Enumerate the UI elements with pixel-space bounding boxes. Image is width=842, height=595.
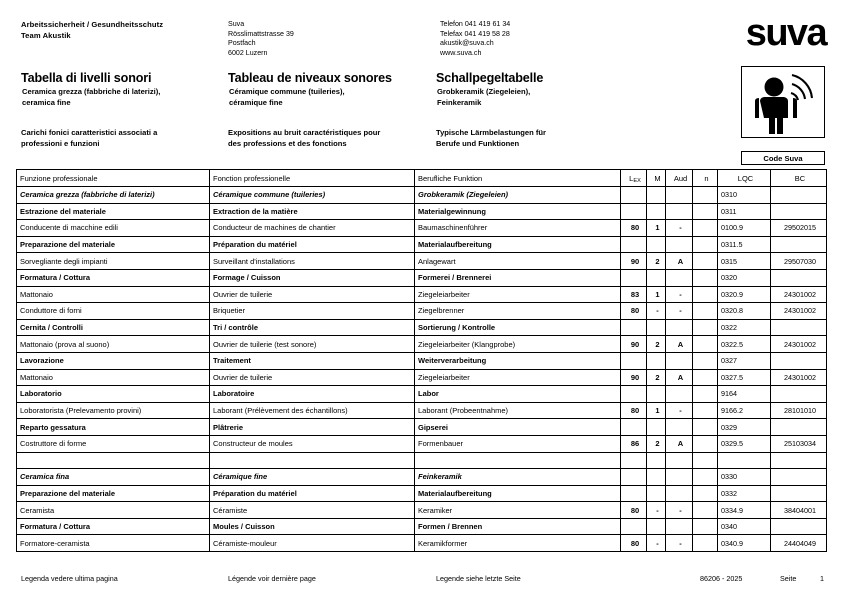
cell-aud: - — [666, 303, 693, 320]
cell-bc: 24301002 — [771, 286, 827, 303]
description-german-line-2: Berufe und Funktionen — [436, 138, 520, 148]
cell-french: Constructeur de moules — [210, 435, 415, 452]
table-row — [17, 236, 827, 253]
cell-bc: 25103034 — [771, 435, 827, 452]
table-row — [17, 518, 827, 535]
cell-german: Labor — [415, 386, 621, 403]
cell-italian: Preparazione del materiale — [17, 485, 210, 502]
cell-italian: Mattonaio — [17, 286, 210, 303]
cell-lex — [621, 452, 647, 469]
cell-m — [647, 203, 666, 220]
cell-german: Ziegeleiarbeiter — [415, 369, 621, 386]
cell-lex — [621, 352, 647, 369]
cell-m — [647, 518, 666, 535]
cell-n — [693, 352, 718, 369]
cell-french: Traitement — [210, 352, 415, 369]
cell-bc — [771, 469, 827, 486]
cell-m — [647, 485, 666, 502]
cell-n — [693, 269, 718, 286]
title-block-italian — [21, 70, 226, 108]
cell-lex — [621, 319, 647, 336]
cell-french: Préparation du matériel — [210, 485, 415, 502]
cell-french: Ouvrier de tuilerie (test sonore) — [210, 336, 415, 353]
cell-german: Sortierung / Kontrolle — [415, 319, 621, 336]
cell-german: Weiterverarbeitung — [415, 352, 621, 369]
cell-german: Grobkeramik (Ziegeleien) — [415, 187, 621, 204]
cell-bc: 28101010 — [771, 402, 827, 419]
cell-n — [693, 485, 718, 502]
cell-french: Conducteur de machines de chantier — [210, 220, 415, 237]
table-row — [17, 269, 827, 286]
cell-m — [647, 319, 666, 336]
cell-german: Formerei / Brennerei — [415, 269, 621, 286]
column-header-aud: Aud — [666, 170, 693, 187]
address-line-3: Postfach — [228, 39, 256, 48]
cell-french: Ouvrier de tuilerie — [210, 369, 415, 386]
cell-n — [693, 452, 718, 469]
cell-italian: Sorvegliante degli impianti — [17, 253, 210, 270]
cell-lex: 80 — [621, 402, 647, 419]
cell-bc — [771, 236, 827, 253]
cell-italian: Costruttore di forme — [17, 435, 210, 452]
cell-n — [693, 286, 718, 303]
subtitle-german-line-1: Grobkeramik (Ziegeleien), — [437, 87, 531, 96]
cell-lqc: 0329 — [718, 419, 771, 436]
cell-n — [693, 187, 718, 204]
company-address — [228, 20, 294, 58]
cell-lqc: 0320.8 — [718, 303, 771, 320]
cell-lqc — [718, 452, 771, 469]
cell-bc — [771, 452, 827, 469]
cell-bc — [771, 419, 827, 436]
cell-lqc: 0327.5 — [718, 369, 771, 386]
table-row — [17, 286, 827, 303]
cell-aud — [666, 236, 693, 253]
cell-german: Gipserei — [415, 419, 621, 436]
cell-aud — [666, 518, 693, 535]
cell-m — [647, 452, 666, 469]
cell-lex: 80 — [621, 535, 647, 552]
cell-italian: Ceramica fina — [17, 469, 210, 486]
column-header-lex: $L_{EX}$ — [621, 170, 647, 187]
cell-n — [693, 402, 718, 419]
cell-n — [693, 419, 718, 436]
cell-lex: 90 — [621, 336, 647, 353]
cell-german: Ziegeleiarbeiter (Klangprobe) — [415, 336, 621, 353]
cell-french: Céramiste — [210, 502, 415, 519]
subtitle-italian-line-1: Ceramica grezza (fabbriche di laterizi), — [22, 87, 161, 96]
title-french: Tableau de niveaux sonores — [228, 71, 392, 85]
cell-bc — [771, 269, 827, 286]
address-line-1: Suva — [228, 20, 245, 28]
cell-bc — [771, 187, 827, 204]
table-row — [17, 402, 827, 419]
cell-italian: Formatura / Cottura — [17, 518, 210, 535]
footer-legend-german: Legende siehe letzte Seite — [436, 574, 521, 583]
cell-m — [647, 236, 666, 253]
cell-n — [693, 220, 718, 237]
cell-m: 1 — [647, 220, 666, 237]
cell-italian: Lavorazione — [17, 352, 210, 369]
cell-german: Materialaufbereitung — [415, 236, 621, 253]
cell-n — [693, 303, 718, 320]
cell-lqc: 0334.9 — [718, 502, 771, 519]
address-line-4: 6002 Luzern — [228, 48, 268, 57]
cell-french: Extraction de la matière — [210, 203, 415, 220]
department-line-1: Arbeitssicherheit / Gesundheitsschutz — [21, 20, 164, 29]
cell-lqc: 0322 — [718, 319, 771, 336]
cell-german: Feinkeramik — [415, 469, 621, 486]
title-italian: Tabella di livelli sonori — [21, 71, 152, 85]
cell-lqc: 0311.5 — [718, 236, 771, 253]
cell-bc: 29502015 — [771, 220, 827, 237]
cell-m — [647, 419, 666, 436]
cell-italian: Formatore-ceramista — [17, 535, 210, 552]
cell-m: 2 — [647, 369, 666, 386]
column-header-italian: Funzione professionale — [17, 170, 210, 187]
cell-m: - — [647, 502, 666, 519]
table-row — [17, 336, 827, 353]
cell-lex — [621, 469, 647, 486]
cell-lex: 90 — [621, 369, 647, 386]
cell-lqc: 0340 — [718, 518, 771, 535]
description-french — [228, 128, 433, 149]
cell-aud — [666, 419, 693, 436]
table-row — [17, 220, 827, 237]
cell-german: Laborant (Probeentnahme) — [415, 402, 621, 419]
cell-bc — [771, 485, 827, 502]
cell-aud: A — [666, 369, 693, 386]
cell-n — [693, 369, 718, 386]
cell-n — [693, 203, 718, 220]
cell-aud: - — [666, 402, 693, 419]
table-row — [17, 419, 827, 436]
telefax-line: Telefax 041 419 58 28 — [440, 29, 510, 38]
cell-french: Ouvrier de tuilerie — [210, 286, 415, 303]
table-row — [17, 187, 827, 204]
cell-lex — [621, 203, 647, 220]
cell-aud — [666, 452, 693, 469]
cell-lex — [621, 187, 647, 204]
cell-italian — [17, 452, 210, 469]
noise-exposure-pictogram — [741, 66, 825, 138]
cell-italian: Reparto gessatura — [17, 419, 210, 436]
cell-german: Anlagewart — [415, 253, 621, 270]
cell-german — [415, 452, 621, 469]
cell-lex: 80 — [621, 220, 647, 237]
cell-aud — [666, 187, 693, 204]
cell-italian: Ceramista — [17, 502, 210, 519]
cell-bc — [771, 352, 827, 369]
table-row — [17, 452, 827, 469]
contact-details — [440, 20, 510, 58]
cell-german: Baumaschinenführer — [415, 220, 621, 237]
cell-bc — [771, 386, 827, 403]
cell-bc: 29507030 — [771, 253, 827, 270]
cell-lex: 80 — [621, 303, 647, 320]
cell-lex — [621, 485, 647, 502]
cell-lqc: 0322.5 — [718, 336, 771, 353]
cell-m: 2 — [647, 336, 666, 353]
cell-m: - — [647, 535, 666, 552]
column-header-french: Fonction professionelle — [210, 170, 415, 187]
cell-italian: Preparazione del materiale — [17, 236, 210, 253]
footer-legend-italian: Legenda vedere ultima pagina — [21, 574, 118, 583]
cell-german: Ziegelbrenner — [415, 303, 621, 320]
description-german — [436, 128, 641, 149]
cell-aud — [666, 469, 693, 486]
cell-lqc: 0332 — [718, 485, 771, 502]
cell-aud — [666, 203, 693, 220]
footer-document-number: 86206 - 2025 — [700, 574, 743, 583]
cell-n — [693, 502, 718, 519]
cell-m — [647, 386, 666, 403]
cell-italian: Loboratorista (Prelevamento provini) — [17, 402, 210, 419]
column-header-lqc: LQC — [718, 170, 771, 187]
person-with-sound-waves-icon — [742, 67, 824, 137]
cell-aud — [666, 485, 693, 502]
title-german: Schallpegeltabelle — [436, 71, 544, 85]
description-italian — [21, 128, 226, 149]
cell-lex — [621, 518, 647, 535]
description-italian-line-2: professioni e funzioni — [21, 138, 100, 148]
cell-lqc: 9164 — [718, 386, 771, 403]
cell-m — [647, 352, 666, 369]
cell-aud: A — [666, 435, 693, 452]
cell-m: 2 — [647, 435, 666, 452]
lex-subscript: EX — [633, 178, 641, 184]
table-row — [17, 502, 827, 519]
cell-italian: Estrazione del materiale — [17, 203, 210, 220]
table-row — [17, 253, 827, 270]
cell-french: Laborant (Prélèvement des échantillons) — [210, 402, 415, 419]
cell-n — [693, 535, 718, 552]
cell-lqc: 0327 — [718, 352, 771, 369]
cell-bc — [771, 203, 827, 220]
cell-aud — [666, 269, 693, 286]
cell-n — [693, 336, 718, 353]
cell-german: Formen / Brennen — [415, 518, 621, 535]
cell-lqc: 0340.9 — [718, 535, 771, 552]
cell-n — [693, 469, 718, 486]
cell-lqc: 0310 — [718, 187, 771, 204]
description-german-line-1: Typische Lärmbelastungen für — [436, 128, 546, 137]
cell-french: Céramique fine — [210, 469, 415, 486]
table-row — [17, 369, 827, 386]
code-suva-label: Code Suva — [741, 151, 825, 165]
title-block-german — [436, 70, 636, 108]
cell-aud: A — [666, 336, 693, 353]
telephone-line: Telefon 041 419 61 34 — [440, 20, 511, 28]
subtitle-german-line-2: Feinkeramik — [437, 97, 482, 107]
cell-french: Céramiste-mouleur — [210, 535, 415, 552]
footer-legend-french: Légende voir dernière page — [228, 574, 316, 583]
cell-aud: A — [666, 253, 693, 270]
cell-n — [693, 386, 718, 403]
cell-bc: 24404049 — [771, 535, 827, 552]
cell-french: Briquetier — [210, 303, 415, 320]
cell-n — [693, 253, 718, 270]
table-row — [17, 203, 827, 220]
cell-french: Formage / Cuisson — [210, 269, 415, 286]
cell-n — [693, 518, 718, 535]
cell-aud: - — [666, 535, 693, 552]
cell-lqc: 0315 — [718, 253, 771, 270]
cell-bc: 24301002 — [771, 336, 827, 353]
table-header-row — [17, 170, 827, 187]
cell-aud: - — [666, 220, 693, 237]
cell-french: Moules / Cuisson — [210, 518, 415, 535]
cell-french: Tri / contrôle — [210, 319, 415, 336]
table-row — [17, 352, 827, 369]
department-header — [21, 20, 163, 41]
cell-m: 2 — [647, 253, 666, 270]
address-line-2: Rösslimattstrasse 39 — [228, 29, 294, 38]
cell-french: Préparation du matériel — [210, 236, 415, 253]
cell-lex — [621, 269, 647, 286]
cell-lqc: 0329.5 — [718, 435, 771, 452]
cell-n — [693, 435, 718, 452]
cell-m: 1 — [647, 286, 666, 303]
cell-bc: 24301002 — [771, 369, 827, 386]
suva-logo: suva — [745, 12, 826, 54]
column-header-n: n — [693, 170, 718, 187]
table-row — [17, 303, 827, 320]
cell-italian: Mattonaio (prova al suono) — [17, 336, 210, 353]
table-row — [17, 435, 827, 452]
description-french-line-1: Expositions au bruit caractéristiques pour — [228, 128, 381, 137]
table-row — [17, 535, 827, 552]
table-body — [17, 187, 827, 552]
cell-m — [647, 187, 666, 204]
cell-french: Surveillant d'installations — [210, 253, 415, 270]
cell-lex — [621, 236, 647, 253]
cell-n — [693, 319, 718, 336]
cell-german: Keramiker — [415, 502, 621, 519]
cell-french: Plâtrerie — [210, 419, 415, 436]
cell-aud — [666, 352, 693, 369]
cell-lex: 86 — [621, 435, 647, 452]
cell-italian: Formatura / Cottura — [17, 269, 210, 286]
column-header-m: M — [647, 170, 666, 187]
table-row — [17, 386, 827, 403]
cell-lqc: 9166.2 — [718, 402, 771, 419]
cell-lqc: 0311 — [718, 203, 771, 220]
footer-page-label: Seite — [780, 574, 797, 583]
column-header-bc: BC — [771, 170, 827, 187]
subtitle-italian-line-2: ceramica fine — [22, 97, 71, 107]
cell-bc: 24301002 — [771, 303, 827, 320]
subtitle-french-line-2: céramique fine — [229, 97, 283, 107]
cell-m: 1 — [647, 402, 666, 419]
cell-bc — [771, 518, 827, 535]
table-row — [17, 485, 827, 502]
cell-lex — [621, 386, 647, 403]
cell-m: - — [647, 303, 666, 320]
table-row — [17, 319, 827, 336]
cell-german: Materialaufbereitung — [415, 485, 621, 502]
cell-aud: - — [666, 502, 693, 519]
cell-lex: 83 — [621, 286, 647, 303]
cell-german: Materialgewinnung — [415, 203, 621, 220]
cell-german: Keramikformer — [415, 535, 621, 552]
cell-german: Formenbauer — [415, 435, 621, 452]
footer-page-number: 1 — [820, 574, 824, 583]
cell-italian: Cernita / Controlli — [17, 319, 210, 336]
cell-german: Ziegeleiarbeiter — [415, 286, 621, 303]
cell-french: Laboratoire — [210, 386, 415, 403]
subtitle-french-line-1: Céramique commune (tuileries), — [229, 87, 345, 96]
cell-french: Céramique commune (tuileries) — [210, 187, 415, 204]
cell-lqc: 0320 — [718, 269, 771, 286]
cell-lqc: 0330 — [718, 469, 771, 486]
cell-lqc: 0100.9 — [718, 220, 771, 237]
cell-aud — [666, 319, 693, 336]
description-french-line-2: des professions et des fonctions — [228, 138, 347, 148]
cell-bc — [771, 319, 827, 336]
table-row — [17, 469, 827, 486]
column-header-german: Berufliche Funktion — [415, 170, 621, 187]
email-line: akustik@suva.ch — [440, 39, 494, 48]
cell-m — [647, 269, 666, 286]
department-line-2: Team Akustik — [21, 30, 71, 40]
cell-french — [210, 452, 415, 469]
cell-italian: Mattonaio — [17, 369, 210, 386]
cell-lex: 90 — [621, 253, 647, 270]
cell-aud — [666, 386, 693, 403]
cell-lex — [621, 419, 647, 436]
cell-n — [693, 236, 718, 253]
cell-italian: Ceramica grezza (fabbriche di laterizi) — [17, 187, 210, 204]
description-italian-line-1: Carichi fonici caratteristici associati a — [21, 128, 158, 137]
sound-level-table — [16, 169, 827, 552]
cell-bc: 38404001 — [771, 502, 827, 519]
cell-lqc: 0320.9 — [718, 286, 771, 303]
cell-lex: 80 — [621, 502, 647, 519]
cell-m — [647, 469, 666, 486]
cell-italian: Conducente di macchine edili — [17, 220, 210, 237]
website-line: www.suva.ch — [440, 48, 482, 57]
cell-italian: Laboratorio — [17, 386, 210, 403]
title-block-french — [228, 70, 433, 108]
cell-italian: Conduttore di forni — [17, 303, 210, 320]
cell-aud: - — [666, 286, 693, 303]
